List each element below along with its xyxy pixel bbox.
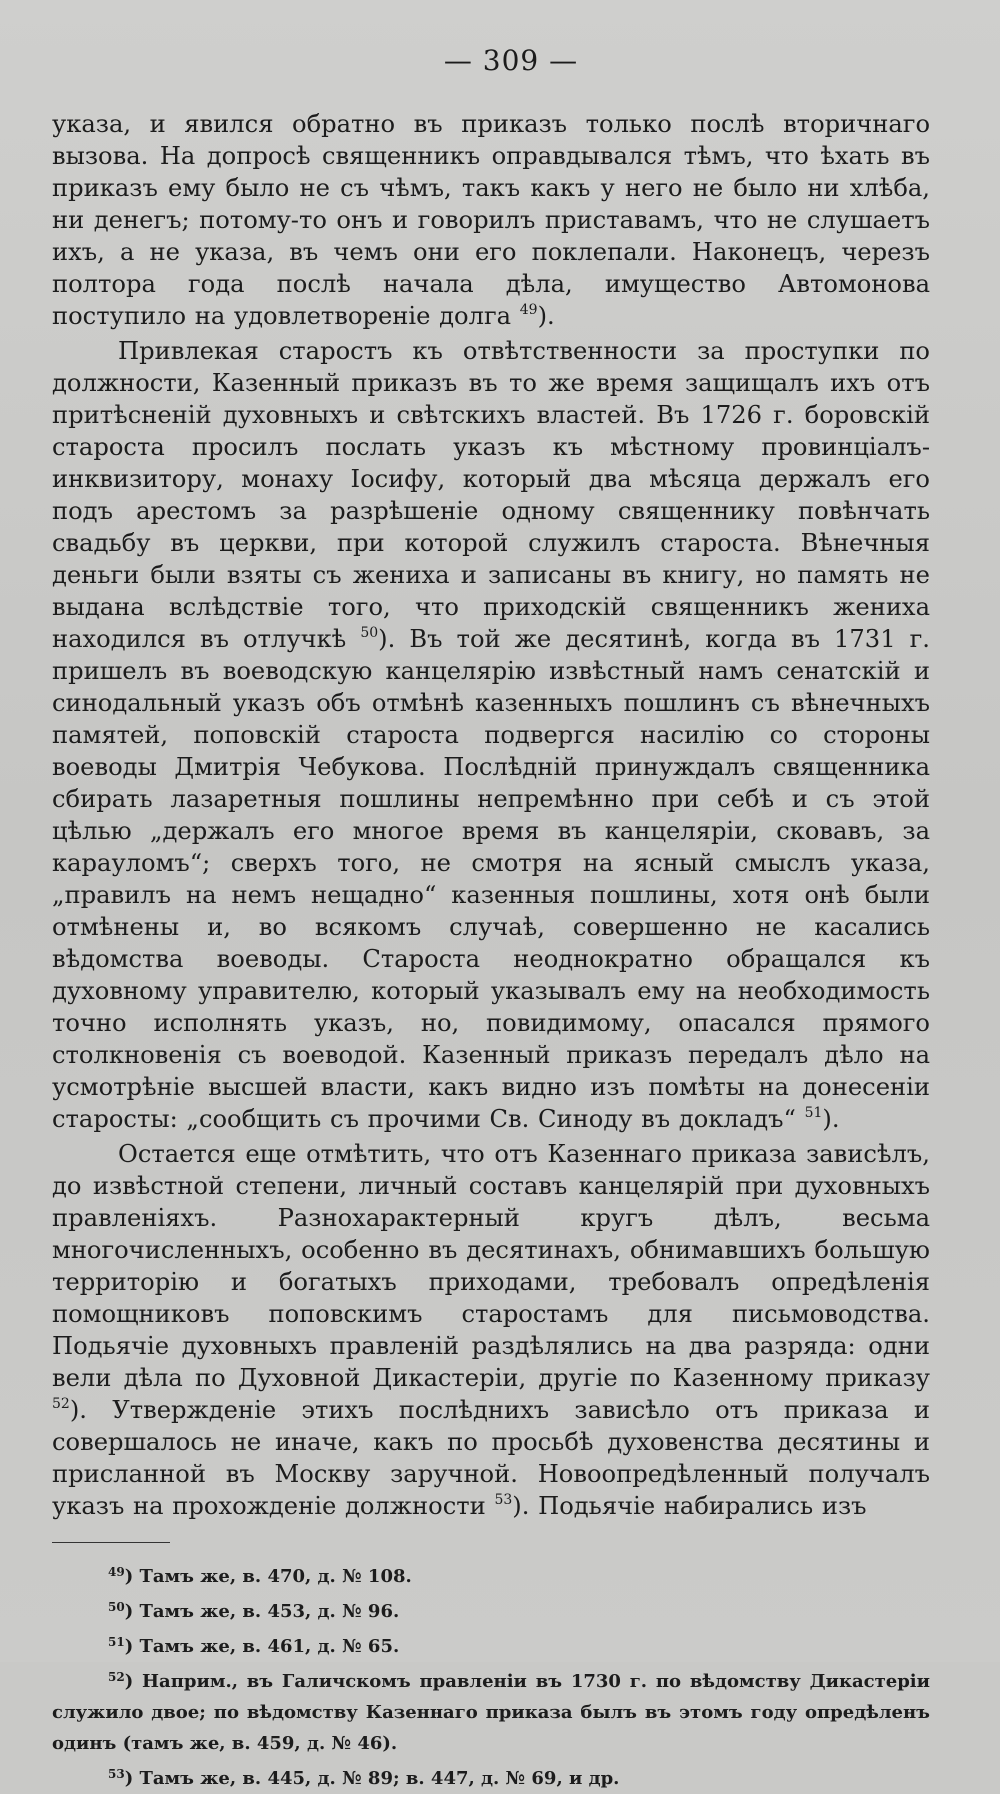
- footnote-ref-51[interactable]: 51: [804, 1105, 823, 1121]
- footnote-text: ) Наприм., въ Галичскомъ правленіи въ 1730 г. по вѣдомству Дикастеріи служило двое; по вѣдомству Казеннаго приказа былъ въ этомъ году опредѣленъ одинъ (тамъ же, в. 459, д. № 46).: [52, 1671, 930, 1754]
- paragraph-2-text: Привлекая старостъ къ отвѣтственности за проступки по должности, Казенный приказъ въ то же время защищалъ ихъ отъ притѣсненій духовныхъ и свѣтскихъ властей. Въ 1726 г. боровскій староста просилъ послать указъ къ мѣстному провинціалъ-инквизитору, монаху Іосифу, который два мѣсяца держалъ его подъ арестомъ за разрѣшеніе одному священнику повѣнчать свадьбу въ церкви, при которой служилъ староста. Вѣнечныя деньги были взяты съ жениха и записаны въ книгу, но память не выдана вслѣдствіе того, что приходскій священникъ жениха находился въ отлучкѣ: [52, 337, 930, 653]
- footnote-50: [52, 1592, 930, 1627]
- footnote-number: 52: [108, 1670, 125, 1684]
- footnote-number: 50: [108, 1600, 125, 1614]
- footnote-text: ) Тамъ же, в. 470, д. № 108.: [124, 1566, 412, 1587]
- footnote-ref-49[interactable]: 49: [519, 302, 538, 318]
- footnote-number: 53: [108, 1767, 125, 1781]
- footnote-number: 51: [108, 1635, 125, 1649]
- footnote-52: [52, 1662, 930, 1759]
- paragraph-1-tail: ).: [537, 302, 555, 330]
- page-number: — 309 —: [443, 44, 579, 77]
- footnote-divider: [52, 1542, 170, 1543]
- paragraph-2-tail-2: ).: [822, 1105, 840, 1133]
- paragraph-3-text: Остается еще отмѣтить, что отъ Казеннаго приказа зависѣлъ, до извѣстной степени, личный составъ канцелярій при духовныхъ правленіяхъ. Разнохарактерный кругъ дѣлъ, весьма многочисленныхъ, особенно въ десятинахъ, обнимавшихъ большую территорію и богатыхъ приходами, требовалъ опредѣленія помощниковъ поповскимъ старостамъ для письмоводства. Подьячіе духовныхъ правленій раздѣлялись на два разряда: одни вели дѣла по Духовной Дикастеріи, другіе по Казенному приказу: [52, 1140, 930, 1392]
- paragraph-2-tail: ). Въ той же десятинѣ, когда въ 1731 г. пришелъ въ воеводскую канцелярію извѣстный намъ сенатскій и синодальный указъ объ отмѣнѣ казенныхъ пошлинъ съ вѣнечныхъ памятей, поповскій староста подвергся насилію со стороны воеводы Дмитрія Чебукова. Послѣдній принуждалъ священника сбирать лазаретныя пошлины непремѣнно при себѣ и съ этой цѣлью „держалъ его многое время въ канцеляріи, сковавъ, за карауломъ“; сверхъ того, не смотря на ясный смыслъ указа, „правилъ на немъ нещадно“ казенныя пошлины, хотя онѣ были отмѣнены и, во всякомъ случаѣ, совершенно не касались вѣдомства воеводы. Староста неоднократно обращался къ духовному управителю, который указывалъ ему на необходимость точно исполнять указъ, но, повидимому, опасался прямого столкновенія съ воеводой. Казенный приказъ передалъ дѣло на усмотрѣніе высшей власти, какъ видно изъ помѣты на донесеніи старосты: „сообщить съ прочими Св. Синоду въ докладъ“: [52, 625, 930, 1133]
- footnote-text: ) Тамъ же, в. 461, д. № 65.: [124, 1636, 400, 1657]
- paragraph-3-tail-2: ). Подьячіе набирались изъ: [512, 1492, 867, 1520]
- footnote-text: ) Тамъ же, в. 445, д. № 89; в. 447, д. № 69, и др.: [124, 1768, 620, 1789]
- paragraph-1: [52, 108, 930, 332]
- footnote-51: [52, 1627, 930, 1662]
- footnote-ref-53[interactable]: 53: [494, 1492, 513, 1508]
- body-text: [52, 108, 930, 1522]
- footnote-text: ) Тамъ же, в. 453, д. № 96.: [124, 1601, 400, 1622]
- paragraph-2: [52, 335, 930, 1135]
- footnote-number: 49: [108, 1565, 125, 1579]
- paragraph-1-text: указа, и явился обратно въ приказъ только послѣ вторичнаго вызова. На допросѣ священникъ оправдывался тѣмъ, что ѣхать въ приказъ ему было не съ чѣмъ, такъ какъ у него не было ни хлѣба, ни денегъ; потому-то онъ и говорилъ приставамъ, что не слушаетъ ихъ, а не указа, въ чемъ они его поклепали. Наконецъ, черезъ полтора года послѣ начала дѣла, имущество Автомонова поступило на удовлетвореніе долга: [52, 110, 930, 330]
- footnote-ref-50[interactable]: 50: [360, 625, 379, 641]
- paragraph-3-tail: ). Утвержденіе этихъ послѣднихъ зависѣло отъ приказа и совершалось не иначе, какъ по просьбѣ духовенства десятины и присланной въ Москву заручной. Новоопредѣленный получалъ указъ на прохожденіе должности: [52, 1396, 930, 1520]
- paragraph-3: [52, 1138, 930, 1522]
- footnote-ref-52[interactable]: 52: [52, 1396, 70, 1412]
- footnote-53: [52, 1759, 930, 1794]
- footnotes: [52, 1557, 930, 1794]
- footnote-49: [52, 1557, 930, 1592]
